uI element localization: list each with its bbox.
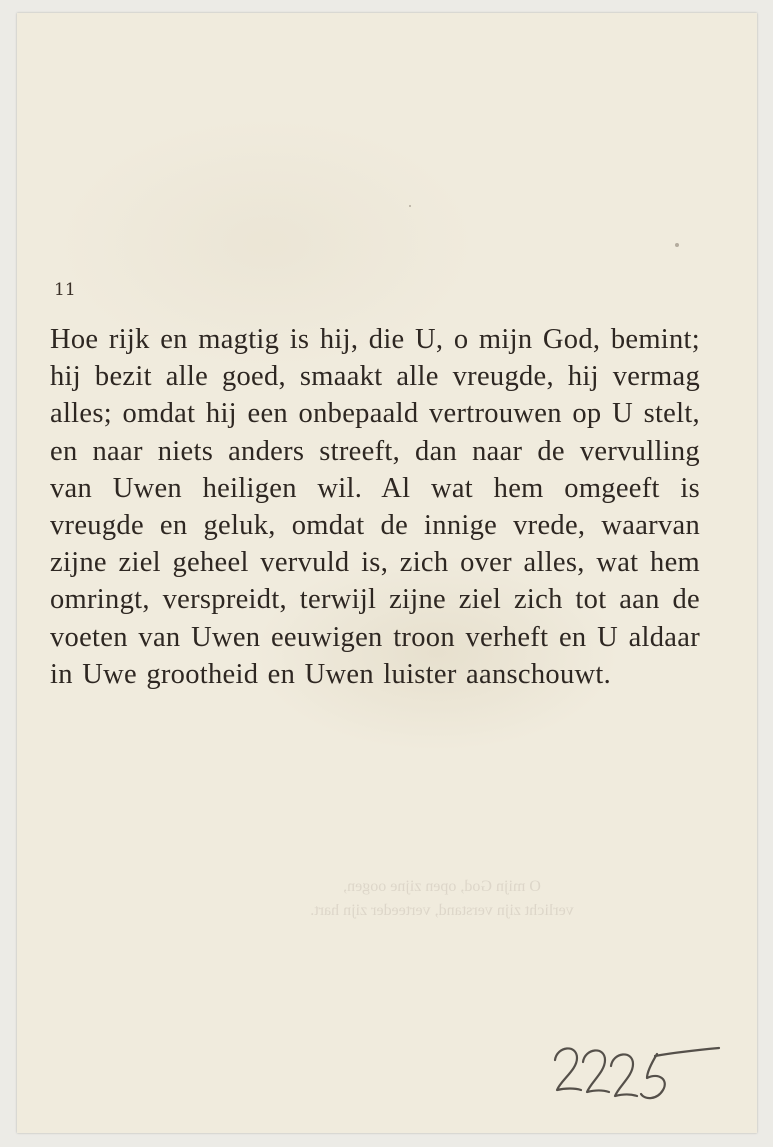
body-paragraph: Hoe rijk en magtig is hij, die U, o mijn God, bemint; hij bezit alle goed, smaakt alle vreugde, hij vermag alles; omdat hij een onbepaald vertrouwen op U stelt, en naar niets anders streeft, dan naar de vervulling van Uwen heiligen wil. Al wat hem omgeeft is vreugde en geluk, omdat de innige vrede, waarvan zijne ziel geheel vervuld is, zich over alles, wat hem omringt, verspreidt, terwijl zijne ziel zich tot aan de voeten van Uwen eeuwigen troon verheft en U aldaar in Uwe grootheid en Uwen luister aanschouwt. xyxy=(50,324,700,690)
paper-speck xyxy=(675,243,679,247)
page-number: 11 xyxy=(54,280,76,300)
show-through-text: O mijn God, open zijne oogen, verlicht zijn verstand, verteeder zijn hart. xyxy=(310,878,574,919)
paper-speck xyxy=(409,205,411,207)
book-page xyxy=(17,13,757,1133)
handwritten-annotation xyxy=(547,1028,727,1108)
